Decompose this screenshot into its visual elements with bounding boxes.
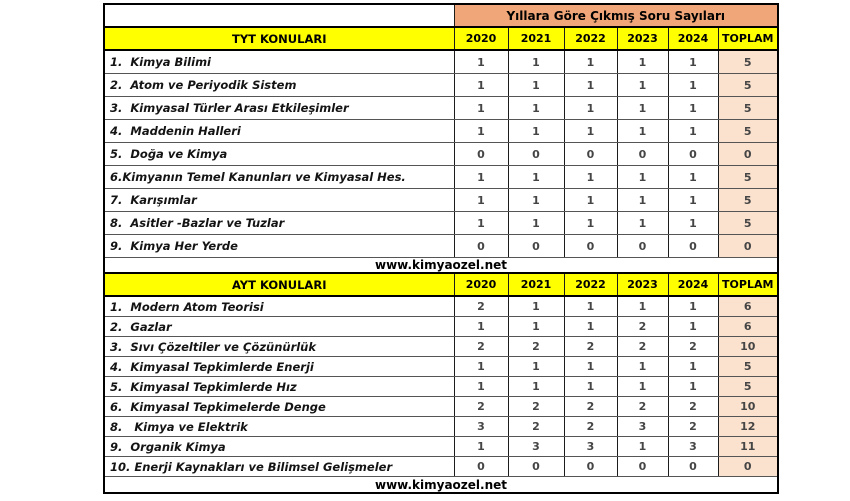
year-value-cell: 1 bbox=[454, 97, 508, 120]
year-value-cell: 1 bbox=[668, 212, 718, 235]
year-value-cell: 1 bbox=[454, 166, 508, 189]
year-header-2024: 2024 bbox=[668, 273, 718, 296]
year-value-cell: 0 bbox=[454, 457, 508, 477]
year-value-cell: 1 bbox=[668, 296, 718, 317]
year-value-cell: 1 bbox=[564, 97, 617, 120]
year-value-cell: 2 bbox=[668, 417, 718, 437]
year-header-2022: 2022 bbox=[564, 273, 617, 296]
total-cell: 5 bbox=[718, 120, 778, 143]
year-value-cell: 0 bbox=[508, 457, 564, 477]
topic-cell: 9. Kimya Her Yerde bbox=[104, 235, 454, 258]
tyt-body bbox=[104, 50, 778, 258]
year-header-2023: 2023 bbox=[617, 27, 668, 50]
year-value-cell: 1 bbox=[617, 189, 668, 212]
year-value-cell: 0 bbox=[508, 143, 564, 166]
tyt-header-row bbox=[104, 27, 778, 50]
total-cell: 5 bbox=[718, 74, 778, 97]
ayt-body bbox=[104, 296, 778, 477]
year-value-cell: 1 bbox=[564, 120, 617, 143]
year-value-cell: 1 bbox=[564, 357, 617, 377]
website-link: www.kimyaozel.net bbox=[104, 477, 778, 494]
year-value-cell: 2 bbox=[617, 397, 668, 417]
table-row bbox=[104, 120, 778, 143]
year-value-cell: 2 bbox=[508, 417, 564, 437]
year-value-cell: 0 bbox=[668, 457, 718, 477]
year-value-cell: 1 bbox=[617, 74, 668, 97]
year-value-cell: 0 bbox=[508, 235, 564, 258]
topic-cell: 2. Atom ve Periyodik Sistem bbox=[104, 74, 454, 97]
year-value-cell: 1 bbox=[508, 212, 564, 235]
topic-cell: 8. Asitler -Bazlar ve Tuzlar bbox=[104, 212, 454, 235]
year-value-cell: 1 bbox=[564, 50, 617, 74]
year-value-cell: 1 bbox=[508, 357, 564, 377]
year-header-2020: 2020 bbox=[454, 273, 508, 296]
website-row bbox=[104, 258, 778, 274]
total-cell: 5 bbox=[718, 166, 778, 189]
topic-cell: 1. Modern Atom Teorisi bbox=[104, 296, 454, 317]
table-row bbox=[104, 457, 778, 477]
year-value-cell: 1 bbox=[668, 166, 718, 189]
year-value-cell: 1 bbox=[508, 166, 564, 189]
year-value-cell: 0 bbox=[668, 143, 718, 166]
year-value-cell: 1 bbox=[668, 74, 718, 97]
year-value-cell: 2 bbox=[454, 397, 508, 417]
table-row bbox=[104, 235, 778, 258]
year-value-cell: 1 bbox=[668, 377, 718, 397]
topic-cell: 10. Enerji Kaynakları ve Bilimsel Gelişmeler bbox=[104, 457, 454, 477]
table-row bbox=[104, 317, 778, 337]
year-value-cell: 3 bbox=[508, 437, 564, 457]
year-value-cell: 1 bbox=[617, 166, 668, 189]
total-cell: 5 bbox=[718, 50, 778, 74]
total-cell: 0 bbox=[718, 235, 778, 258]
topic-cell: 2. Gazlar bbox=[104, 317, 454, 337]
ayt-header-row bbox=[104, 273, 778, 296]
year-value-cell: 2 bbox=[508, 397, 564, 417]
year-value-cell: 1 bbox=[617, 377, 668, 397]
topic-cell: 4. Kimyasal Tepkimlerde Enerji bbox=[104, 357, 454, 377]
toplam-header: TOPLAM bbox=[718, 27, 778, 50]
total-cell: 6 bbox=[718, 317, 778, 337]
year-value-cell: 1 bbox=[668, 50, 718, 74]
table-row bbox=[104, 166, 778, 189]
year-value-cell: 1 bbox=[617, 357, 668, 377]
year-value-cell: 0 bbox=[564, 235, 617, 258]
total-cell: 5 bbox=[718, 97, 778, 120]
total-cell: 5 bbox=[718, 189, 778, 212]
total-cell: 0 bbox=[718, 143, 778, 166]
year-value-cell: 1 bbox=[617, 120, 668, 143]
year-value-cell: 1 bbox=[508, 120, 564, 143]
year-value-cell: 3 bbox=[564, 437, 617, 457]
total-cell: 6 bbox=[718, 296, 778, 317]
year-value-cell: 1 bbox=[454, 377, 508, 397]
year-value-cell: 1 bbox=[508, 317, 564, 337]
year-value-cell: 0 bbox=[564, 457, 617, 477]
topic-cell: 3. Kimyasal Türler Arası Etkileşimler bbox=[104, 97, 454, 120]
table-row bbox=[104, 417, 778, 437]
year-value-cell: 1 bbox=[617, 97, 668, 120]
year-value-cell: 1 bbox=[508, 296, 564, 317]
year-value-cell: 2 bbox=[564, 337, 617, 357]
year-value-cell: 1 bbox=[508, 97, 564, 120]
year-value-cell: 1 bbox=[617, 212, 668, 235]
year-header-2024: 2024 bbox=[668, 27, 718, 50]
website-row bbox=[104, 477, 778, 494]
year-value-cell: 2 bbox=[508, 337, 564, 357]
year-value-cell: 2 bbox=[668, 337, 718, 357]
topic-cell: 1. Kimya Bilimi bbox=[104, 50, 454, 74]
total-cell: 5 bbox=[718, 357, 778, 377]
topic-cell: 8. Kimya ve Elektrik bbox=[104, 417, 454, 437]
topic-cell: 9. Organik Kimya bbox=[104, 437, 454, 457]
year-value-cell: 0 bbox=[454, 143, 508, 166]
year-header-2021: 2021 bbox=[508, 273, 564, 296]
table-row bbox=[104, 337, 778, 357]
topic-cell: 4. Maddenin Halleri bbox=[104, 120, 454, 143]
total-cell: 0 bbox=[718, 457, 778, 477]
year-value-cell: 1 bbox=[668, 97, 718, 120]
year-value-cell: 1 bbox=[564, 296, 617, 317]
year-value-cell: 0 bbox=[617, 457, 668, 477]
year-value-cell: 2 bbox=[454, 337, 508, 357]
year-value-cell: 1 bbox=[617, 437, 668, 457]
total-cell: 10 bbox=[718, 397, 778, 417]
tyt-konulari-header: TYT KONULARI bbox=[104, 27, 454, 50]
year-value-cell: 2 bbox=[617, 317, 668, 337]
year-value-cell: 1 bbox=[454, 357, 508, 377]
year-value-cell: 0 bbox=[454, 235, 508, 258]
exam-question-table bbox=[103, 3, 779, 494]
year-value-cell: 3 bbox=[668, 437, 718, 457]
title-row bbox=[104, 4, 778, 27]
year-value-cell: 1 bbox=[564, 212, 617, 235]
table-row bbox=[104, 97, 778, 120]
year-value-cell: 1 bbox=[508, 74, 564, 97]
year-value-cell: 1 bbox=[564, 74, 617, 97]
year-value-cell: 1 bbox=[454, 74, 508, 97]
year-value-cell: 3 bbox=[454, 417, 508, 437]
year-value-cell: 2 bbox=[454, 296, 508, 317]
year-value-cell: 1 bbox=[508, 50, 564, 74]
year-value-cell: 1 bbox=[564, 189, 617, 212]
toplam-header: TOPLAM bbox=[718, 273, 778, 296]
topic-cell: 3. Sıvı Çözeltiler ve Çözünürlük bbox=[104, 337, 454, 357]
year-value-cell: 1 bbox=[564, 317, 617, 337]
table-row bbox=[104, 357, 778, 377]
year-value-cell: 1 bbox=[454, 50, 508, 74]
year-value-cell: 3 bbox=[617, 417, 668, 437]
year-header-2022: 2022 bbox=[564, 27, 617, 50]
table-row bbox=[104, 189, 778, 212]
year-value-cell: 2 bbox=[564, 397, 617, 417]
total-cell: 12 bbox=[718, 417, 778, 437]
year-value-cell: 1 bbox=[617, 50, 668, 74]
total-cell: 5 bbox=[718, 212, 778, 235]
ayt-konulari-header: AYT KONULARI bbox=[104, 273, 454, 296]
year-value-cell: 1 bbox=[454, 212, 508, 235]
year-value-cell: 0 bbox=[617, 143, 668, 166]
page-title: Yıllara Göre Çıkmış Soru Sayıları bbox=[454, 4, 778, 27]
topic-cell: 5. Doğa ve Kimya bbox=[104, 143, 454, 166]
topic-cell: 6. Kimyasal Tepkimelerde Denge bbox=[104, 397, 454, 417]
total-cell: 11 bbox=[718, 437, 778, 457]
year-value-cell: 1 bbox=[668, 120, 718, 143]
exam-question-table-wrap bbox=[103, 3, 779, 494]
year-value-cell: 1 bbox=[454, 317, 508, 337]
table-row bbox=[104, 50, 778, 74]
table-row bbox=[104, 74, 778, 97]
year-value-cell: 1 bbox=[508, 189, 564, 212]
year-value-cell: 1 bbox=[454, 189, 508, 212]
year-header-2021: 2021 bbox=[508, 27, 564, 50]
table-row bbox=[104, 296, 778, 317]
year-value-cell: 0 bbox=[617, 235, 668, 258]
total-cell: 10 bbox=[718, 337, 778, 357]
year-value-cell: 1 bbox=[454, 120, 508, 143]
topic-cell: 7. Karışımlar bbox=[104, 189, 454, 212]
topic-cell: 6.Kimyanın Temel Kanunları ve Kimyasal Hes. bbox=[104, 166, 454, 189]
year-value-cell: 2 bbox=[617, 337, 668, 357]
year-value-cell: 1 bbox=[508, 377, 564, 397]
year-header-2023: 2023 bbox=[617, 273, 668, 296]
year-value-cell: 2 bbox=[564, 417, 617, 437]
year-value-cell: 0 bbox=[564, 143, 617, 166]
total-cell: 5 bbox=[718, 377, 778, 397]
year-value-cell: 1 bbox=[564, 166, 617, 189]
year-value-cell: 1 bbox=[668, 357, 718, 377]
table-row bbox=[104, 143, 778, 166]
table-row bbox=[104, 212, 778, 235]
website-link: www.kimyaozel.net bbox=[104, 258, 778, 274]
year-value-cell: 1 bbox=[454, 437, 508, 457]
year-value-cell: 1 bbox=[564, 377, 617, 397]
table-row bbox=[104, 397, 778, 417]
year-value-cell: 1 bbox=[668, 189, 718, 212]
year-header-2020: 2020 bbox=[454, 27, 508, 50]
year-value-cell: 1 bbox=[617, 296, 668, 317]
table-row bbox=[104, 377, 778, 397]
year-value-cell: 2 bbox=[668, 397, 718, 417]
corner-cell bbox=[104, 4, 454, 27]
year-value-cell: 0 bbox=[668, 235, 718, 258]
year-value-cell: 1 bbox=[668, 317, 718, 337]
topic-cell: 5. Kimyasal Tepkimlerde Hız bbox=[104, 377, 454, 397]
table-row bbox=[104, 437, 778, 457]
